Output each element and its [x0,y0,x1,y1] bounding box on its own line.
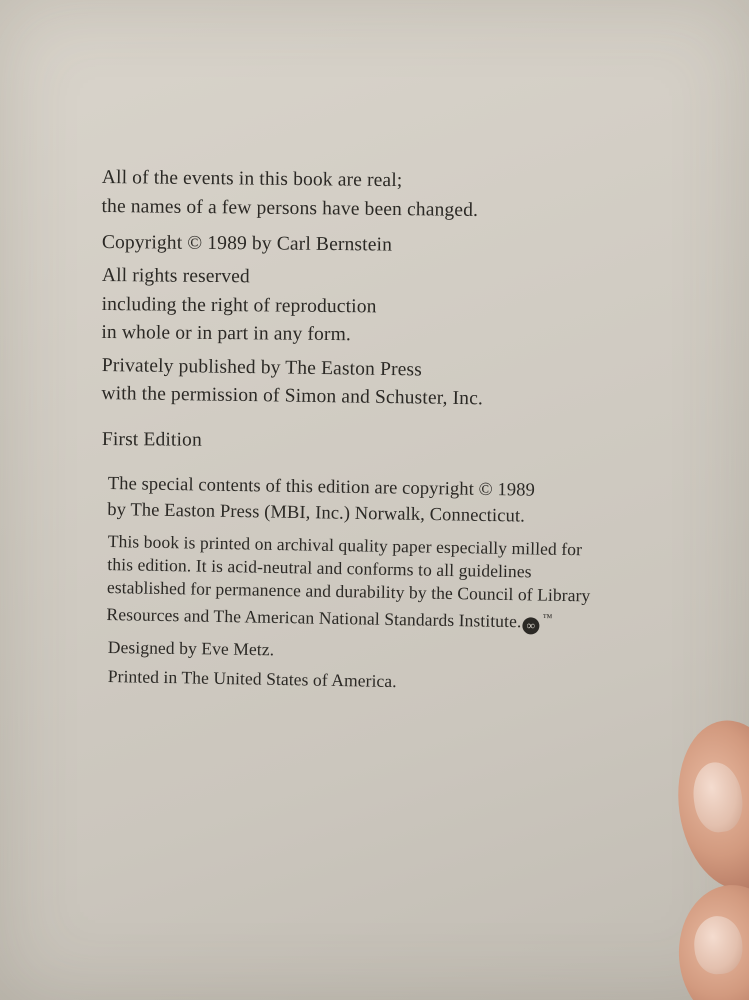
events-notice [101,163,478,225]
paper-notice-line: this edition. It is acid-neutral and conforms to all guidelines [107,553,532,582]
fingernail-shape [692,914,744,975]
edition-text: First Edition [101,428,202,451]
edition-label [102,425,202,455]
paper-notice-line: Resources and The American National Standards Institute. [106,603,522,632]
trademark-symbol: ™ [542,612,553,624]
printed-text: Printed in The United States of America. [107,665,397,692]
rights-line: including the right of reproduction [101,293,377,317]
rights-line: in whole or in part in any form. [101,321,352,346]
publisher-notice [101,352,483,413]
events-notice-line: All of the events in this book are real; [101,166,403,192]
publisher-line: with the permission of Simon and Schuster, Inc. [101,382,484,410]
thumbnail-shape [689,759,746,835]
paper-notice-line: established for permanence and durability by the Council of Library [106,576,591,606]
rights-line: All rights reserved [101,264,250,288]
paper-notice [106,530,591,635]
infinity-circle-icon: ∞ [522,617,539,634]
printed-in-notice [108,665,397,693]
designer-text: Designed by Eve Metz. [107,636,275,660]
copyright-text: Copyright © 1989 by Carl Bernstein [101,231,393,256]
events-notice-line: the names of a few persons have been changed. [101,195,479,221]
publisher-line: Privately published by The Easton Press [101,354,423,381]
copyright-line [102,228,392,260]
special-contents-line: The special contents of this edition are copyright © 1989 [107,473,536,501]
designer-credit [108,636,275,661]
thumb-holding-page [668,713,749,897]
rights-notice [101,262,377,350]
special-contents-notice [107,471,535,530]
paper-notice-line: This book is printed on archival quality paper especially milled for [107,530,583,560]
special-contents-line: by The Easton Press (MBI, Inc.) Norwalk, Connecticut. [107,499,526,527]
finger-holding-page [674,881,749,1000]
